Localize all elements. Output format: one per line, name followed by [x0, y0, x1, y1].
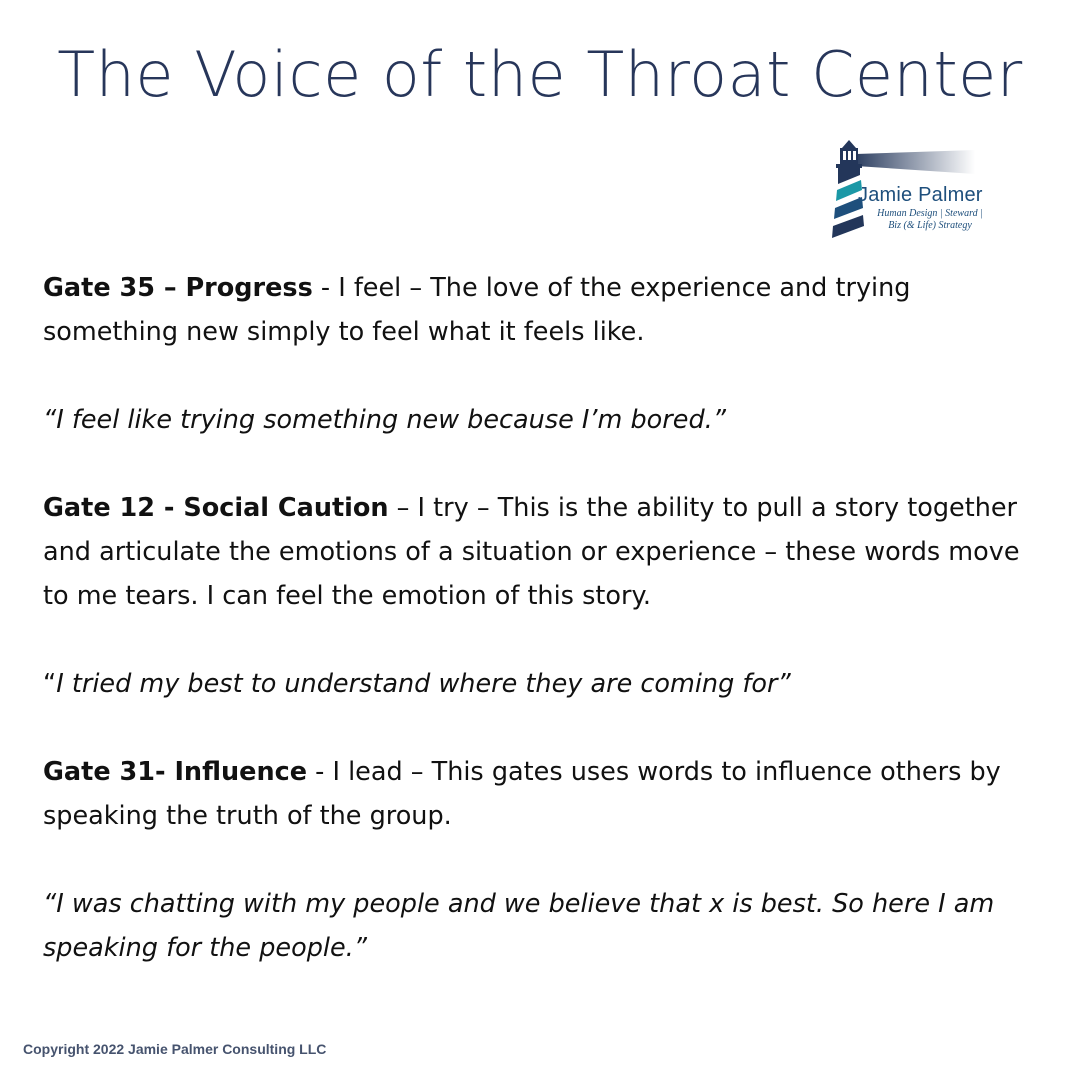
copyright-notice: Copyright 2022 Jamie Palmer Consulting LLC [23, 1041, 327, 1057]
page-title: The Voice of the Throat Center [57, 38, 1023, 111]
logo-name: Jamie Palmer [858, 184, 983, 206]
gate-35-paragraph [43, 266, 1053, 354]
gate-35-quote: “I feel like trying something new because I’m bored.” [43, 405, 726, 435]
logo-tagline [860, 208, 1000, 232]
logo-tagline-line1: Human Design | Steward | [877, 208, 983, 219]
gate-35-separator: - [312, 273, 339, 303]
brand-logo [820, 138, 1010, 248]
gate-35-name: Gate 35 – Progress [43, 273, 313, 303]
gate-35-description: I feel – The love of the experience and trying something new simply to feel what it feels like. [43, 273, 911, 347]
gate-12-description: I try – This is the ability to pull a story together and articulate the emotions of a situation or experience – these words move to me tears. I can feel the emotion of this story. [43, 493, 1020, 611]
gate-31-quote: “I was chatting with my people and we believe that x is best. So here I am speaking for the people.” [43, 889, 995, 963]
gate-12-separator: – [388, 493, 418, 523]
gate-31-name: Gate 31- Influence [43, 757, 308, 787]
gate-12-paragraph [43, 486, 1053, 618]
gate-31-paragraph [43, 750, 1053, 838]
gate-12-quote-paragraph [43, 662, 1053, 706]
gate-12-quote: I tried my best to understand where they are coming for” [56, 669, 791, 699]
gate-31-separator: - [307, 757, 333, 787]
gate-12-quote-open: “ [43, 669, 57, 699]
gate-12-name: Gate 12 - Social Caution [43, 493, 389, 523]
gate-31-description: I lead – This gates uses words to influence others by speaking the truth of the group. [43, 757, 1001, 831]
gates-content [43, 266, 1053, 970]
logo-tagline-line2: Biz (& Life) Strategy [888, 220, 972, 231]
